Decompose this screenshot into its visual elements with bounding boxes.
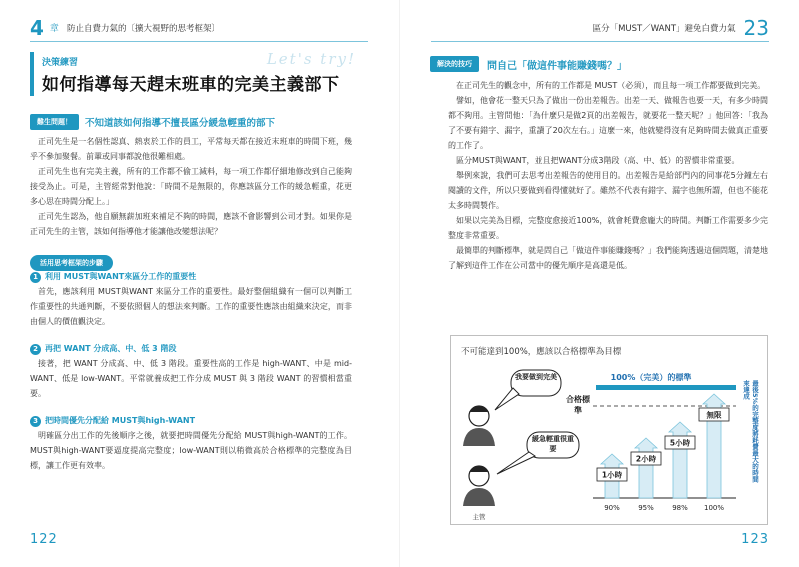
bubble-priority [497,432,579,474]
lesson-title: 如何指導每天趕末班車的完美主義部下 [42,75,340,95]
running-title: 區分「MUST／WANT」避免白費力氣 [592,23,736,34]
time-label: 1小時 [601,470,623,480]
question-text: 不知道該如何指導不擅長區分緩急輕重的部下 [85,118,276,129]
running-header-right [431,14,769,42]
x-tick-label: 100% [703,504,725,512]
paragraph: 譬如，他會花一整天只為了做出一份出差報告。出差一天、做報告也要一天，有多少時間都不夠用。主管問他：「為什麼只是做2頁的出差報告，就要花一整天呢？」他回答：「我為了不要有錯字、漏字，重讀了20次左右。」這麼一來，他就變得沒有足夠時間去做真正重要的工作了。 [448,96,768,150]
paragraph: 正司先生也有完美主義，所有的工作都不偷工減料，每一項工作都仔細地修改到自己能夠接受為止。可是，主管經常對他說：「時間不是無限的，你應該區分工作的緩急輕重，花更多心思在時間分配上。」 [30,167,352,206]
bubble-perfect-text: 我要做到完美 [515,373,557,381]
figure-box [450,335,768,525]
step-number: 1 [30,272,41,283]
chapter-word: 章 [49,24,59,34]
pass-label: 合格標準 [566,395,590,415]
question-label: 難生問題！ [30,114,79,130]
person-label: 主管 [472,513,486,521]
header-page-number: 23 [743,15,769,40]
bubble-perfect [495,370,561,410]
lesson-tag: 決策練習 [42,58,79,68]
framework-pill-wrap [30,250,113,271]
arrow-98pct [669,422,691,498]
paragraph: 正司先生是一名個性認真、熱衷於工作的員工，平常每天都在接近末班車的時間下班，幾乎不參加聚餐。前輩或同事都說他很難相處。 [30,137,352,161]
chapter-number: 4 [30,15,44,40]
technique-text: 問自己「做這件事能賺錢嗎？」 [487,60,627,72]
step-number: 2 [30,344,41,355]
story-paragraphs [30,134,352,239]
right-page [400,0,799,567]
paragraph: 正司先生認為，他自願無薪加班來補足不夠的時間，應該不會影響到公司才對。如果你是正司先生的主管，該如何指導他才能讓他改變想法呢？ [30,212,352,236]
step-1-body [30,284,352,329]
technique-row [430,56,770,72]
step-title: 再把 WANT 分成高、中、低 3 階段 [45,344,177,353]
paragraph: 明確區分出工作的先後順序之後，就要把時間優先分配給 MUST與high-WANT的工作。MUST與high-WANT要逼度提高完整度；low-WANT則以稍微高於合格標準的完整度為目標，讓工作更有效率。 [30,431,352,470]
paragraph: 舉例來說，我們可去思考出差報告的使用目的。出差報告是給部門內的同事花5分鐘左右閱讀的文件，所以只要做到看得懂就好了。雖然不代表有錯字、漏字也無所謂，但也不能花太多時間製作。 [448,171,768,210]
technique-label: 解決的技巧 [430,56,479,72]
step-2-body [30,356,352,401]
chapter-title: 防止自費力氣的〔擴大視野的思考框架〕 [66,23,220,34]
running-header-left [30,14,368,42]
arrow-95pct [635,438,657,498]
chart-bars [597,394,729,498]
figure-diagram [451,336,769,526]
step-title: 把時間優先分配給 MUST與high-WANT [45,416,196,425]
person-illustration [463,406,495,521]
paragraph: 最簡單的判斷標準，就是問自己「做這件事能賺錢嗎？」我們能夠透過這個問題，清楚地了解到這件工作在公司當中的優先順序是高還是低。 [448,246,768,270]
question-row [30,114,370,130]
step-3-body [30,428,352,473]
page-number-right: 123 [741,532,769,547]
person-bottom [463,466,495,506]
step-3-heading [30,415,195,427]
lets-try-watermark: Let's try! [266,50,356,68]
x-tick-label: 95% [638,504,654,512]
x-tick-label: 98% [672,504,688,512]
chart-ticks [604,504,724,512]
time-label: 5小時 [669,438,691,448]
figure-title: 不可能達到100%，應該以合格標準為目標 [461,347,622,357]
paragraph: 接著，把 WANT 分成高、中、低 3 階段。重要性高的工作是 high-WANT、中是 mid-WANT、低是 low-WANT。平常就養成把工作分成 MUST 與 3 階段 WANT 的習慣相當重要。 [30,359,352,398]
x-tick-label: 90% [604,504,620,512]
step-1-heading [30,271,196,283]
time-label: 無限 [706,410,722,420]
perfect-standard-banner [596,372,736,390]
framework-pill: 活用思考框架的步驟 [30,255,113,271]
step-2-heading [30,343,177,355]
bubble-priority-text: 緩急輕重很重要 [532,435,574,453]
side-note: 最後5%的完整度將耗費最大的時間來達成 [742,380,759,483]
paragraph: 區分MUST與WANT，並且把WANT分成3階段（高、中、低）的習慣非常重要。 [456,156,740,165]
left-page [0,0,399,567]
perfect-standard-label: 100%（完美）的標準 [610,373,692,382]
paragraph: 在正司先生的觀念中，所有的工作都是 MUST（必須），而且每一項工作都要做到完美。 [456,81,766,90]
step-number: 3 [30,416,41,427]
person-top [463,406,495,446]
step-title: 利用 MUST與WANT來區分工作的重要性 [45,272,197,281]
paragraph: 如果以完美為目標，完整度愈接近100%，就會耗費愈龐大的時間。判斷工作需要多少完整度非常重要。 [448,216,768,240]
solution-paragraphs [448,78,768,273]
paragraph: 首先，應該利用 MUST與WANT 來區分工作的重要性。最好整個組織有一個可以判斷工作重要性的共通判斷，不要依照個人的想法來判斷。工作的重要性應該由組織來決定，而非由個人的價值觀決定。 [30,287,352,326]
lesson-title-block [30,50,356,96]
time-label: 2小時 [635,454,657,464]
page-number-left: 122 [30,532,58,547]
